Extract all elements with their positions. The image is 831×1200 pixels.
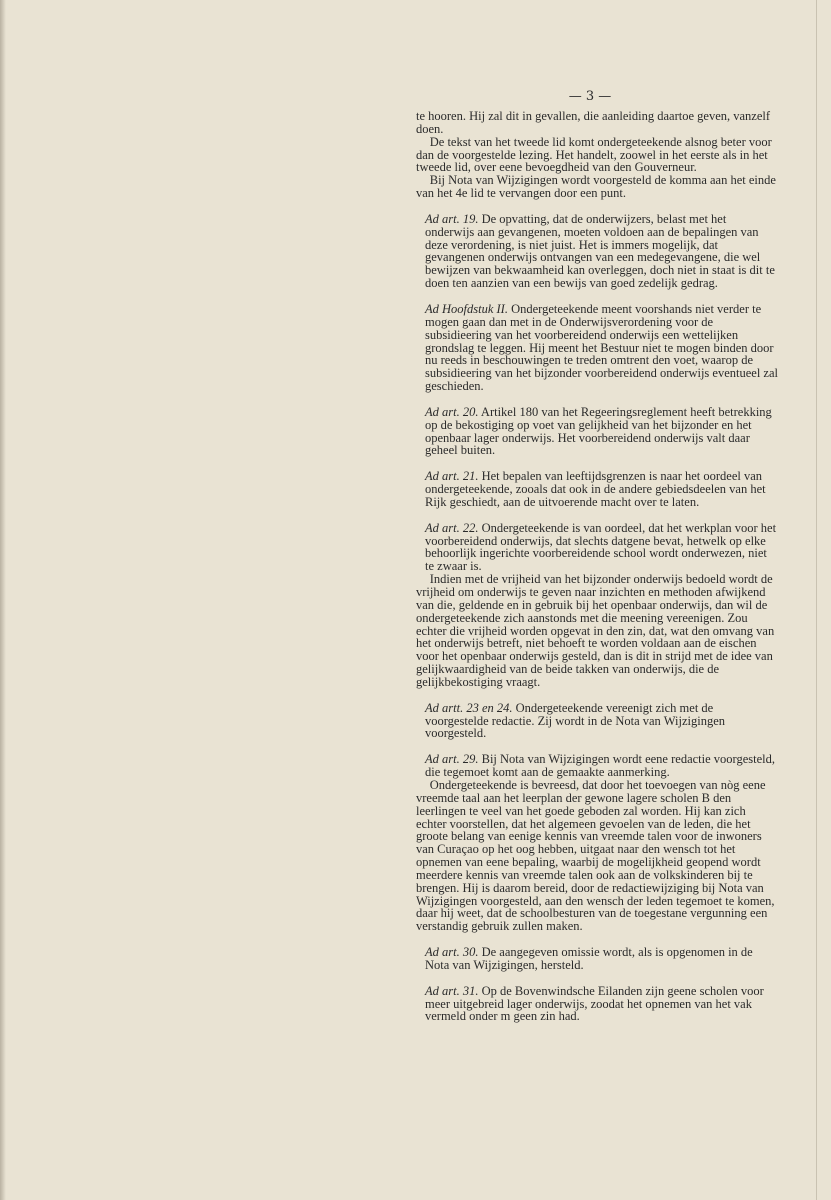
article-label: Ad art. 19.	[425, 211, 479, 226]
paragraph: De tekst van het tweede lid komt ondergeteekende alsnog beter voor dan de voorgestelde lezing. Het handelt, zoowel in het eerste als in het tweede lid, over eene bevoegdheid van den Gouverneur.	[416, 134, 772, 175]
paragraph-art-22: Ad art. 22. Ondergeteekende is van oordeel, dat het werkplan voor het voorbereidend onderwijs, dat slechts datgene bevat, hetwelk op elke behoorlijk ingerichte voorbereidende school wordt onderwezen, niet te zwaar is.	[425, 520, 777, 574]
page-number: — 3 —	[568, 89, 612, 104]
page-right-edge	[816, 0, 817, 1200]
paragraph-art-20: Ad art. 20. Artikel 180 van het Regeeringsreglement heeft betrekking op de bekostiging op voet van gelijkheid van het bijzonder en het openbaar lager onderwijs. Het voorbereidend onderwijs valt daar geheel buiten.	[425, 404, 772, 458]
paragraph-art-30: Ad art. 30. De aangegeven omissie wordt, als is opgenomen in de Nota van Wijzigingen, hersteld.	[425, 945, 753, 972]
article-label: Ad art. 29.	[425, 752, 479, 767]
article-label: Ad art. 22.	[425, 520, 479, 535]
article-label: Ad artt. 23 en 24.	[425, 700, 513, 715]
article-label: Ad Hoofdstuk II.	[425, 301, 508, 316]
paragraph-art-29: Ad art. 29. Bij Nota van Wijzigingen wordt eene redactie voorgesteld, die tegemoet komt aan de gemaakte aanmerking.	[425, 752, 775, 780]
paragraph: Bij Nota van Wijzigingen wordt voorgesteld de komma aan het einde van het 4e lid te vervangen door een punt.	[416, 173, 776, 201]
article-label: Ad art. 30.	[425, 945, 479, 960]
article-label: Ad art. 21.	[425, 469, 479, 484]
paragraph-art-19: Ad art. 19. De opvatting, dat de onderwijzers, belast met het onderwijs aan gevangenen, moeten voldoen aan de bepalingen van deze verordening, is niet juist. Het is immers mogelijk, dat gevangenen onderwijs ontvangen van een medegevangene, die wel bewijzen van bekwaamheid kan overleggen, doch niet in staat is dit te doen ten aanzien van een bewijs van goed zedelijk gedrag.	[425, 211, 775, 291]
paragraph: Indien met de vrijheid van het bijzonder onderwijs bedoeld wordt de vrijheid om onderwijs te geven naar inzichten en methoden afwijkend van die, geldende en in gebruik bij het openbaar onderwijs, dan wil de ondergeteekende zich aanstonds met die meening vereenigen. Zou echter die vrijheid worden opgevat in den zin, dat, wat den omvang van het onderwijs betreft, niet behoeft te worden voldaan aan de eischen voor het openbaar onderwijs gesteld, dan is dit in strijd met de idee van gelijkwaardigheid van de beide takken van onderwijs, die de gelijkbekostiging vraagt.	[416, 572, 775, 689]
paragraph-art-31: Ad art. 31. Op de Bovenwindsche Eilanden zijn geene scholen voor meer uitgebreid lager onderwijs, zoodat het opnemen van het vak vermeld onder m geen zin had.	[425, 983, 764, 1024]
paragraph-hoofdstuk-ii: Ad Hoofdstuk II. Ondergeteekende meent voorshands niet verder te mogen gaan dan met in de Onderwijsverordening voor de subsidieering van het voorbereidend onderwijs een wettelijken grondslag te leggen. Hij meent het Bestuur niet te mogen binden door nu reeds in beschouwingen te treden omtrent den voet, waarop de subsidieering van het bijzonder voorbereidend onderwijs eventueel zal geschieden.	[425, 301, 779, 394]
paragraph-art-21: Ad art. 21. Het bepalen van leeftijdsgrenzen is naar het oordeel van ondergeteekende, zooals dat ook in de andere gebiedsdeelen van het Rijk geschiedt, aan de uitvoerende macht over te laten.	[425, 469, 766, 509]
paragraph: te hooren. Hij zal dit in gevallen, die aanleiding daartoe geven, vanzelf doen.	[416, 109, 771, 136]
page-left-shadow	[0, 0, 6, 1200]
text-column	[416, 110, 778, 1023]
paragraph: Ondergeteekende is bevreesd, dat door het toevoegen van nòg eene vreemde taal aan het leerplan der gewone lagere scholen B den leerlingen te veel van het goede geboden zal worden. Hij kan zich echter voorstellen, dat het algemeen gevoelen van de leden, die het groote belang van eenige kennis van vreemde talen voor de inwoners van Curaçao op het oog hebben, uitgaat naar den wensch tot het opnemen van eene bepaling, waarbij de mogelijkheid geopend wordt meerdere kennis van vreemde talen ook aan de volkskinderen bij te brengen. Hij is daarom bereid, door de redactiewijziging bij Nota van Wijzigingen voorgesteld, aan den wensch der leden tegemoet te komen, daar hij weet, dat de schoolbesturen van de toegestane vergunning een verstandig gebruik zullen maken.	[416, 777, 775, 934]
article-label: Ad art. 31.	[425, 983, 479, 998]
article-label: Ad art. 20.	[425, 404, 479, 419]
paragraph-art-23-24: Ad artt. 23 en 24. Ondergeteekende vereenigt zich met de voorgestelde redactie. Zij wordt in de Nota van Wijzigingen voorgesteld.	[425, 700, 725, 741]
